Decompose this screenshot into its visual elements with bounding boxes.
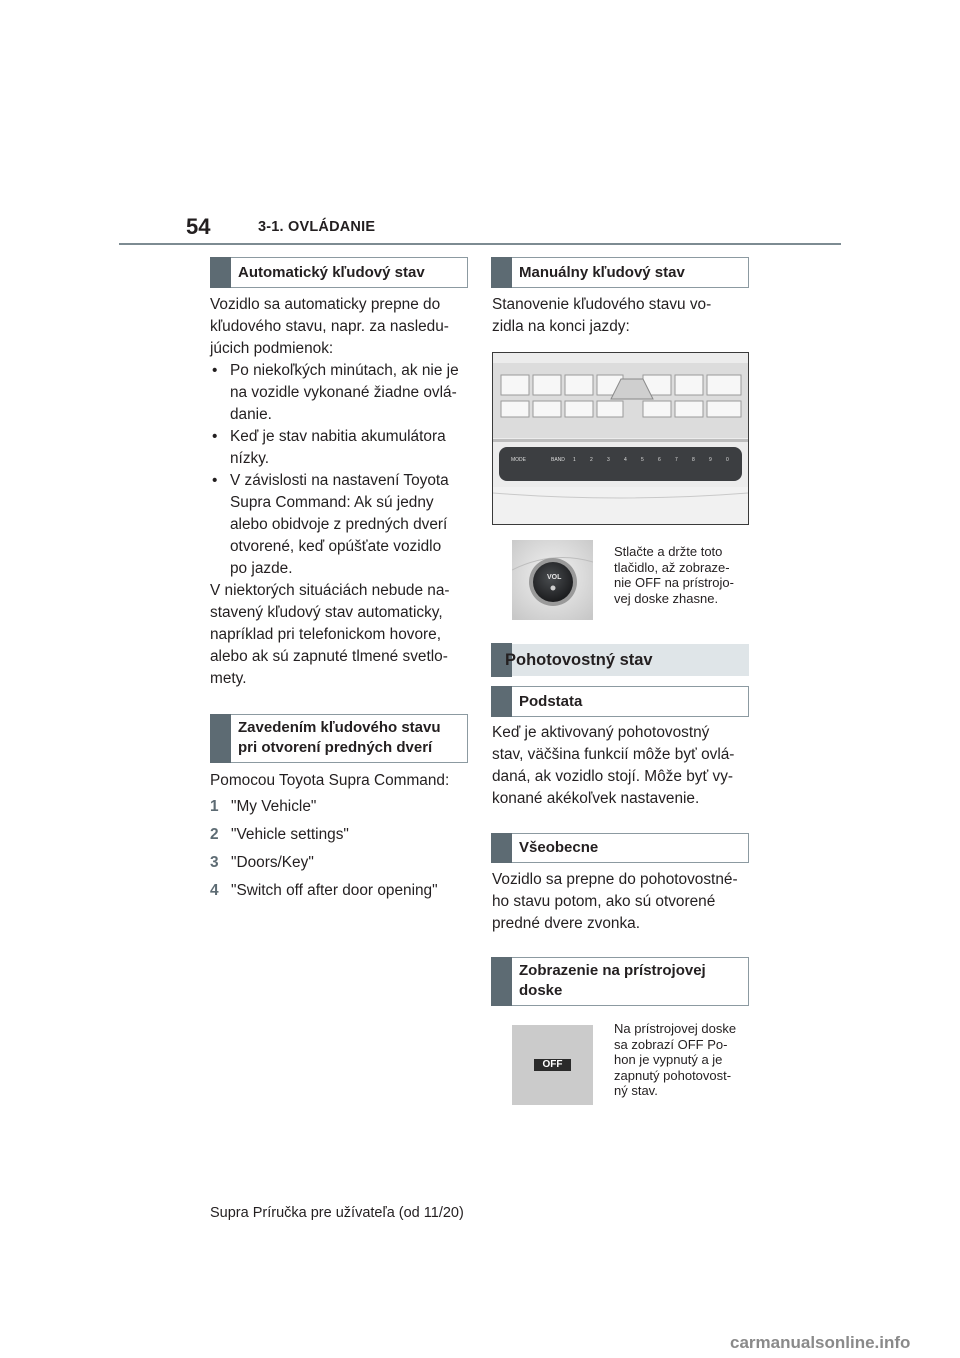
panel-band-label: BAND: [551, 457, 565, 463]
panel-preset-label: 2: [590, 457, 593, 463]
radio-panel-image: [492, 352, 749, 525]
command-intro: Pomocou Toyota Supra Command:: [210, 772, 450, 789]
bullet-item: • V závislosti na nastavení Toyota Supra Command: Ak sú jedny alebo obidvoje z predných dverí otvorené, keď opúšťate vozidlo po jazde.: [212, 472, 449, 577]
panel-preset-label: 0: [726, 457, 729, 463]
heading-doors-rest: Zavedením kľudového stavu pri otvorení predných dverí: [210, 714, 468, 763]
panel-preset-label: 1: [573, 457, 576, 463]
step-item: 4 "Switch off after door opening": [210, 882, 438, 899]
heading-essence: Podstata: [491, 686, 749, 717]
general-text: Vozidlo sa prepne do pohotovostné- ho stavu potom, ako sú otvorené predné dvere zvonka.: [492, 871, 738, 932]
vol-label: VOL: [547, 574, 562, 581]
page-number: 54: [186, 214, 211, 239]
off-display-image: [512, 1025, 593, 1105]
press-caption: Stlačte a držte toto tlačidlo, až zobraze- nie OFF na prístrojo- vej doske zhasne.: [614, 544, 734, 606]
header-rule: [119, 243, 841, 245]
manual-rest-text: Stanovenie kľudového stavu vo- zidla na konci jazdy:: [492, 296, 712, 335]
panel-preset-label: 9: [709, 457, 712, 463]
panel-preset-label: 5: [641, 457, 644, 463]
panel-preset-label: 7: [675, 457, 678, 463]
step-item: 1 "My Vehicle": [210, 798, 317, 815]
heading-manual-rest: Manuálny kľudový stav: [491, 257, 749, 288]
heading-standby-banner: Pohotovostný stav: [491, 644, 749, 676]
step-item: 2 "Vehicle settings": [210, 826, 349, 843]
section-title: 3-1. OVLÁDANIE: [258, 219, 376, 235]
off-caption: Na prístrojovej doske sa zobrazí OFF Po- hon je vypnutý a je zapnutý pohotovost- ný stav.: [614, 1021, 737, 1098]
bullet-item: • Keď je stav nabitia akumulátora nízky.: [212, 428, 446, 467]
panel-mode-label: MODE: [511, 457, 526, 463]
watermark: carmanualsonline.info: [730, 1333, 911, 1352]
automatic-rest-note: V niektorých situáciách nebude na- stavený kľudový stav automaticky, napríklad pri telefonickom hovore, alebo ak sú zapnuté tlmené svetlo- mety.: [210, 582, 450, 687]
panel-preset-label: 3: [607, 457, 610, 463]
footer-text: Supra Príručka pre užívateľa (od 11/20): [210, 1205, 464, 1221]
heading-general: Všeobecne: [491, 833, 749, 863]
heading-display: Zobrazenie na prístrojovej doske: [491, 957, 749, 1006]
off-indicator: OFF: [534, 1059, 571, 1071]
essence-text: Keď je aktivovaný pohotovostný stav, väčšina funkcií môže byť ovlá- daná, ak vozidlo stojí. Môže byť vy- konané akékoľvek nastavenie.: [492, 724, 735, 807]
heading-automatic-rest: Automatický kľudový stav: [210, 257, 468, 288]
volume-knob-image: [512, 540, 593, 620]
panel-preset-label: 4: [624, 457, 627, 463]
step-item: 3 "Doors/Key": [210, 854, 314, 871]
automatic-rest-text: Vozidlo sa automaticky prepne do kľudového stavu, napr. za nasledu- júcich podmienok: • Po niekoľkých minútach, ak nie je na vozidle vykonané žiadne ovlá- danie. • Keď je stav nabitia akumulátora nízky. • V závislosti na nastavení Toyota Supra Command: Ak sú jedny alebo obidvoje z predných dverí otvorené, keď opúšťate vozidlo po jazde.: [210, 294, 472, 580]
steps-list: [210, 796, 472, 908]
bullet-item: • Po niekoľkých minútach, ak nie je na vozidle vykonané žiadne ovlá- danie.: [212, 362, 459, 423]
panel-preset-label: 6: [658, 457, 661, 463]
panel-preset-label: 8: [692, 457, 695, 463]
